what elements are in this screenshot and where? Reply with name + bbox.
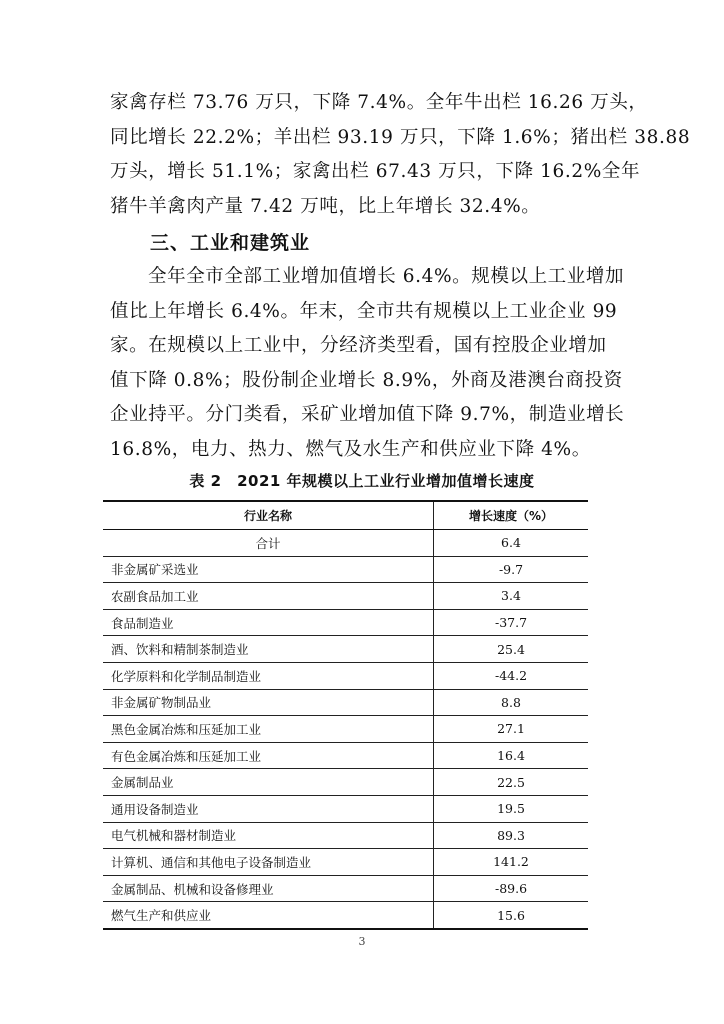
row-name: 通用设备制造业 bbox=[103, 795, 434, 822]
row-value: 27.1 bbox=[434, 716, 589, 743]
table-row bbox=[103, 583, 588, 610]
row-value: 141.2 bbox=[434, 849, 589, 876]
row-value: 6.4 bbox=[434, 530, 589, 557]
row-value: 22.5 bbox=[434, 769, 589, 796]
row-value: 3.4 bbox=[434, 583, 589, 610]
row-name: 非金属矿物制品业 bbox=[103, 689, 434, 716]
table-row bbox=[103, 689, 588, 716]
row-value: 15.6 bbox=[434, 902, 589, 929]
paragraph-line: 值比上年增长 6.4%。年末，全市共有规模以上工业企业 99 bbox=[110, 300, 618, 322]
row-value: 16.4 bbox=[434, 742, 589, 769]
table-row bbox=[103, 556, 588, 583]
paragraph-line: 家。在规模以上工业中，分经济类型看，国有控股企业增加 bbox=[110, 335, 607, 356]
paragraph-industry bbox=[110, 260, 625, 467]
row-name: 金属制品业 bbox=[103, 769, 434, 796]
row-value: 19.5 bbox=[434, 795, 589, 822]
table-row bbox=[103, 849, 588, 876]
row-name: 农副食品加工业 bbox=[103, 583, 434, 610]
table-caption: 表 2 2021 年规模以上工业行业增加值增长速度 bbox=[189, 472, 535, 490]
table-row bbox=[103, 742, 588, 769]
table-row-total bbox=[103, 530, 588, 557]
paragraph-line: 猪牛羊禽肉产量 7.42 万吨，比上年增长 32.4%。 bbox=[110, 195, 541, 217]
row-name: 黑色金属冶炼和压延加工业 bbox=[103, 716, 434, 743]
column-header-growth: 增长速度（%） bbox=[434, 501, 589, 530]
table-row bbox=[103, 662, 588, 689]
row-name: 计算机、通信和其他电子设备制造业 bbox=[103, 849, 434, 876]
row-value: -89.6 bbox=[434, 875, 589, 902]
paragraph-line: 企业持平。分门类看，采矿业增加值下降 9.7%，制造业增长 bbox=[110, 404, 625, 425]
row-name: 酒、饮料和精制茶制造业 bbox=[103, 636, 434, 663]
paragraph-livestock bbox=[110, 86, 691, 224]
table-row bbox=[103, 822, 588, 849]
page-number: 3 bbox=[358, 935, 366, 948]
row-value: -44.2 bbox=[434, 662, 589, 689]
paragraph-line: 16.8%，电力、热力、燃气及水生产和供应业下降 4%。 bbox=[110, 438, 591, 460]
table-header-row bbox=[103, 501, 588, 530]
table-row bbox=[103, 769, 588, 796]
paragraph-line: 万头，增长 51.1%；家禽出栏 67.43 万只，下降 16.2%全年 bbox=[110, 161, 641, 182]
row-name: 燃气生产和供应业 bbox=[103, 902, 434, 929]
row-value: 25.4 bbox=[434, 636, 589, 663]
row-name: 食品制造业 bbox=[103, 609, 434, 636]
paragraph-line: 全年全市全部工业增加值增长 6.4%。规模以上工业增加 bbox=[148, 266, 625, 287]
row-name: 有色金属冶炼和压延加工业 bbox=[103, 742, 434, 769]
row-value: 8.8 bbox=[434, 689, 589, 716]
table-row bbox=[103, 636, 588, 663]
section-heading: 三、工业和建筑业 bbox=[150, 232, 311, 254]
table-row bbox=[103, 716, 588, 743]
table-row bbox=[103, 902, 588, 929]
row-value: -37.7 bbox=[434, 609, 589, 636]
paragraph-line: 家禽存栏 73.76 万只，下降 7.4%。全年牛出栏 16.26 万头， bbox=[110, 92, 648, 113]
paragraph-line: 值下降 0.8%；股份制企业增长 8.9%，外商及港澳台商投资 bbox=[110, 369, 623, 391]
table-row bbox=[103, 609, 588, 636]
table-row bbox=[103, 875, 588, 902]
row-name: 金属制品、机械和设备修理业 bbox=[103, 875, 434, 902]
row-name: 电气机械和器材制造业 bbox=[103, 822, 434, 849]
industry-growth-table bbox=[103, 500, 588, 930]
column-header-industry: 行业名称 bbox=[103, 501, 434, 530]
row-name: 化学原料和化学制品制造业 bbox=[103, 662, 434, 689]
table-row bbox=[103, 795, 588, 822]
row-name: 合计 bbox=[103, 530, 434, 557]
row-value: 89.3 bbox=[434, 822, 589, 849]
row-name: 非金属矿采选业 bbox=[103, 556, 434, 583]
paragraph-line: 同比增长 22.2%；羊出栏 93.19 万只，下降 1.6%；猪出栏 38.88 bbox=[110, 126, 691, 148]
row-value: -9.7 bbox=[434, 556, 589, 583]
